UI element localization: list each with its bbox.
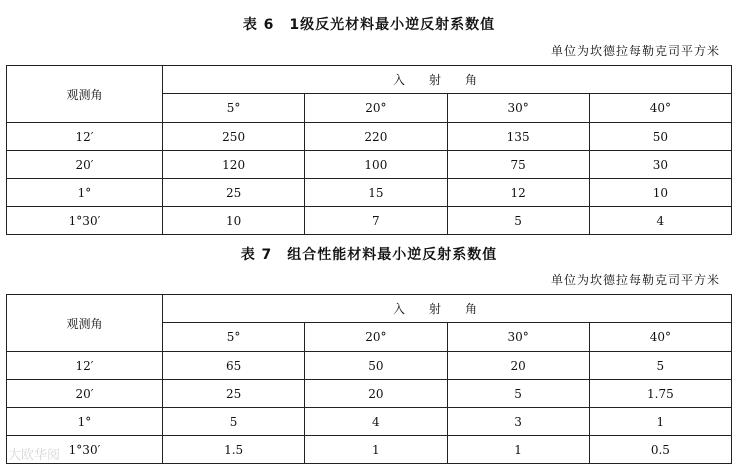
table-cell: 20 xyxy=(305,380,447,408)
observation-angle: 12′ xyxy=(7,123,163,151)
table-row xyxy=(7,123,732,151)
table-cell: 25 xyxy=(163,179,305,207)
watermark: 大欧华阅 xyxy=(8,448,61,463)
table7-incidence-header xyxy=(163,295,732,323)
table6-col-header: 20° xyxy=(305,94,447,123)
table7-caption: 表 7 组合性能材料最小逆反射系数值 xyxy=(240,247,498,263)
table-cell: 15 xyxy=(305,179,447,207)
table-cell: 250 xyxy=(163,123,305,151)
table-cell: 65 xyxy=(163,352,305,380)
observation-angle: 1°30′ xyxy=(7,436,163,464)
table6-row-header: 观测角 xyxy=(7,66,163,123)
table-cell: 4 xyxy=(589,207,731,235)
table-cell: 1 xyxy=(305,436,447,464)
table7 xyxy=(6,294,732,464)
table-cell: 12 xyxy=(447,179,589,207)
table-row xyxy=(7,179,732,207)
table-cell: 5 xyxy=(163,408,305,436)
table-cell: 1.75 xyxy=(589,380,731,408)
table-cell: 5 xyxy=(589,352,731,380)
table7-row-header: 观测角 xyxy=(7,295,163,352)
table-row xyxy=(7,352,732,380)
table-cell: 4 xyxy=(305,408,447,436)
table-cell: 220 xyxy=(305,123,447,151)
table6-incidence-label: 入射角 xyxy=(392,73,501,87)
table-cell: 30 xyxy=(589,151,731,179)
table6-col-header: 5° xyxy=(163,94,305,123)
table-cell: 50 xyxy=(589,123,731,151)
table-cell: 1.5 xyxy=(163,436,305,464)
table7-col-header: 20° xyxy=(305,323,447,352)
table6-incidence-header xyxy=(163,66,732,94)
table7-col-header: 40° xyxy=(589,323,731,352)
table6-col-header: 30° xyxy=(447,94,589,123)
table6-col-header: 40° xyxy=(589,94,731,123)
observation-angle: 1°30′ xyxy=(7,207,163,235)
table-cell: 0.5 xyxy=(589,436,731,464)
table-cell: 7 xyxy=(305,207,447,235)
table-cell: 1 xyxy=(589,408,731,436)
table-cell: 75 xyxy=(447,151,589,179)
table7-unit: 单位为坎德拉每勒克司平方米 xyxy=(550,273,720,287)
table6 xyxy=(6,65,732,235)
table-cell: 1 xyxy=(447,436,589,464)
observation-angle: 20′ xyxy=(7,380,163,408)
table6-unit: 单位为坎德拉每勒克司平方米 xyxy=(550,44,720,58)
table-cell: 25 xyxy=(163,380,305,408)
observation-angle: 1° xyxy=(7,179,163,207)
table-row xyxy=(7,436,732,464)
table7-incidence-label: 入射角 xyxy=(392,302,501,316)
table-cell: 5 xyxy=(447,380,589,408)
table-cell: 135 xyxy=(447,123,589,151)
table-row xyxy=(7,380,732,408)
observation-angle: 1° xyxy=(7,408,163,436)
table-row xyxy=(7,408,732,436)
observation-angle: 20′ xyxy=(7,151,163,179)
table-cell: 120 xyxy=(163,151,305,179)
table-cell: 10 xyxy=(589,179,731,207)
table-cell: 5 xyxy=(447,207,589,235)
table-row xyxy=(7,207,732,235)
table-cell: 50 xyxy=(305,352,447,380)
table7-col-header: 30° xyxy=(447,323,589,352)
table6-caption: 表 6 1级反光材料最小逆反射系数值 xyxy=(242,17,496,33)
table-cell: 20 xyxy=(447,352,589,380)
table-cell: 10 xyxy=(163,207,305,235)
table-cell: 3 xyxy=(447,408,589,436)
table7-col-header: 5° xyxy=(163,323,305,352)
table-row xyxy=(7,151,732,179)
observation-angle: 12′ xyxy=(7,352,163,380)
table-cell: 100 xyxy=(305,151,447,179)
